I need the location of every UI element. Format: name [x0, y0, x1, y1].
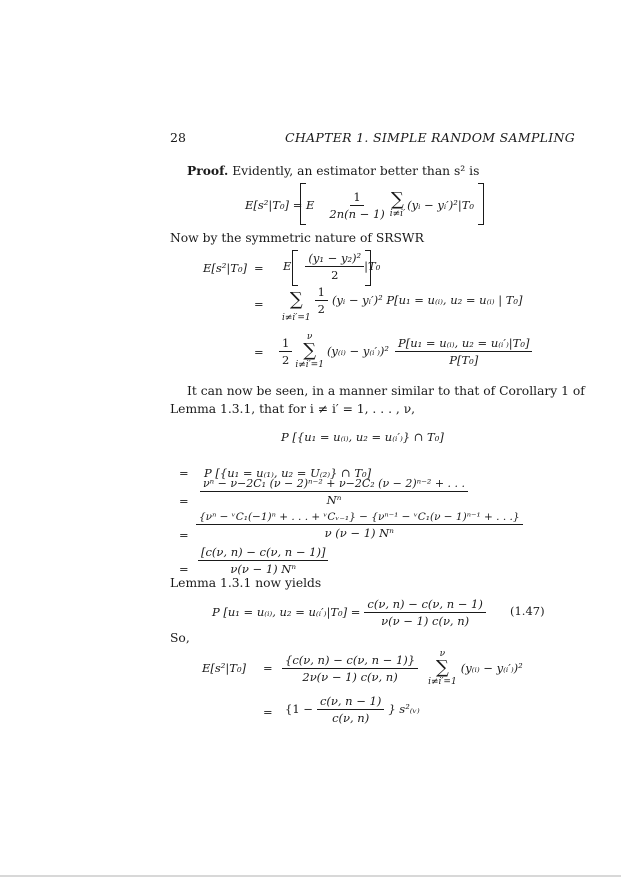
eq2-line1-cond: |T₀: [364, 259, 381, 273]
eq4-equals-3: =: [179, 528, 189, 542]
eq6-line1-sum: [428, 649, 457, 687]
paragraph-corollary-line1: It can now be seen, in a manner similar to that of Corollary 1 of: [187, 384, 585, 398]
eq2-line3-half: [279, 336, 292, 367]
proof-label: Proof.: [187, 163, 229, 178]
eq5-num: c(ν, n) − c(ν, n − 1): [364, 597, 485, 613]
eq2-right-bracket: [365, 250, 371, 286]
eq4-line4-fraction: [198, 545, 328, 576]
eq1-fraction: [326, 190, 387, 221]
eq2-line-3: [279, 327, 532, 375]
eq1-lhs: E[s²|T₀] = E: [245, 198, 315, 212]
eq4-line2-fraction: [200, 477, 468, 507]
eq1-sum: [390, 191, 405, 219]
eq4-line-2: [200, 477, 468, 507]
eq2-line3-den: 2: [282, 352, 290, 367]
eq4-line4-num: [c(ν, n) − c(ν, n − 1)]: [198, 545, 328, 561]
eq6-line2-pre: {1 −: [285, 702, 313, 716]
equation-3: P [{u₁ = u₍ᵢ₎, u₂ = u₍ᵢ′₎} ∩ T₀]: [281, 430, 444, 444]
eq5-fraction: [364, 597, 485, 628]
chapter-title: CHAPTER 1. SIMPLE RANDOM SAMPLING: [285, 130, 576, 145]
proof-text: Evidently, an estimator better than s² is: [232, 164, 480, 178]
eq2-line3-prob-fraction: [395, 336, 532, 367]
eq2-line2-sum: [282, 285, 311, 323]
eq4-line3-den: ν (ν − 1) Nⁿ: [324, 526, 394, 540]
eq4-equals-4: =: [179, 562, 189, 576]
paragraph-lemma: Lemma 1.3.1 now yields: [170, 576, 322, 590]
eq2-left-bracket: [292, 250, 298, 286]
paragraph-srswr: Now by the symmetric nature of SRSWR: [170, 231, 424, 245]
eq6-line1-sum-sup: ν: [439, 649, 446, 659]
eq6-line1-fraction: [282, 653, 418, 684]
eq2-line3-sum-sup: ν: [306, 332, 313, 342]
equation-number: (1.47): [510, 604, 545, 618]
paragraph-corollary-line2: Lemma 1.3.1, that for i ≠ i′ = 1, . . . , ν,: [170, 402, 416, 416]
equation-5: [212, 592, 486, 632]
eq4-line-4: [198, 545, 328, 576]
eq2-line3-sum: [295, 332, 324, 370]
proof-statement: [187, 163, 479, 178]
eq2-line3-fden: P[T₀]: [449, 352, 479, 367]
eq4-equals-1: =: [179, 466, 189, 480]
paragraph-so: So,: [170, 631, 190, 645]
eq6-line1-rest: (y₍ᵢ₎ − y₍ᵢ′₎)²: [460, 661, 523, 675]
eq2-line-2: [282, 285, 523, 329]
eq2-line2-num: 1: [315, 285, 328, 301]
eq6-line2-den: c(ν, n): [332, 710, 370, 725]
eq6-line2-num: c(ν, n − 1): [317, 694, 384, 710]
eq1-right-bracket: [478, 183, 484, 225]
eq2-lhs: E[s²|T₀]: [203, 261, 248, 275]
eq6-equals-1: =: [263, 661, 273, 675]
page-bottom-edge: [0, 875, 621, 877]
eq6-line1-den: 2ν(ν − 1) c(ν, n): [302, 669, 398, 684]
eq2-line2-den: 2: [317, 302, 325, 316]
eq4-line2-den: Nⁿ: [326, 493, 342, 507]
page-number: 28: [170, 130, 186, 145]
eq2-equals-3: =: [254, 345, 264, 359]
eq4-line-3: [196, 511, 523, 540]
eq6-line2-post: } s²₍ᵥ₎: [388, 702, 420, 716]
eq1-sum-subscript: i≠i′: [389, 209, 406, 219]
eq2-line1-num: (y₁ − y₂)²: [305, 251, 364, 267]
eq2-equals-2: =: [254, 297, 264, 311]
eq2-line3-mid: (y₍ᵢ₎ − y₍ᵢ′₎)²: [326, 344, 389, 358]
eq2-line2-sum-sub: i≠i′=1: [282, 313, 311, 323]
eq6-line1-sum-sub: i≠i′=1: [428, 677, 457, 687]
sum-symbol-4: ∑: [435, 657, 449, 678]
eq4-equals-2: =: [179, 494, 189, 508]
eq1-numerator: 1: [350, 190, 363, 206]
eq2-line2-rest: (yᵢ − yᵢ′)² P[u₁ = u₍ᵢ₎, u₂ = u₍ᵢ₎ | T₀]: [331, 293, 523, 307]
eq5-lhs: P [u₁ = u₍ᵢ₎, u₂ = u₍ᵢ′₎|T₀] =: [212, 605, 361, 619]
eq4-line2-num: νⁿ − ν−2C₁ (ν − 2)ⁿ⁻² + ν−2C₂ (ν − 2)ⁿ⁻² + . . .: [200, 477, 468, 492]
eq4-line-1: P [{u₁ = u₍₁₎, u₂ = U₍₂₎} ∩ T₀]: [204, 466, 372, 480]
eq4-line3-fraction: [196, 511, 523, 540]
eq2-line3-sum-sub: i≠i′=1: [295, 360, 324, 370]
equation-1: [245, 185, 474, 225]
eq4-line3-num: {νⁿ − ᵛC₁(−1)ⁿ + . . . + ᵛCᵥ₋₁} − {νⁿ⁻¹ − ᵛC₁(ν − 1)ⁿ⁻¹ + . . .}: [196, 511, 523, 525]
eq2-line3-num: 1: [279, 336, 292, 352]
eq6-lhs: E[s²|T₀]: [202, 661, 247, 675]
eq2-expectation: E: [283, 259, 292, 273]
eq6-line-2: [285, 689, 420, 729]
eq5-den: ν(ν − 1) c(ν, n): [381, 613, 470, 628]
eq1-denominator: 2n(n − 1): [329, 206, 385, 221]
eq6-equals-2: =: [263, 705, 273, 719]
eq2-line3-fnum: P[u₁ = u₍ᵢ₎, u₂ = u₍ᵢ′₎|T₀]: [395, 336, 532, 352]
eq6-line-1: [282, 645, 523, 691]
eq2-equals-1: =: [254, 261, 264, 275]
eq1-left-bracket: [300, 183, 306, 225]
eq1-summand: (yᵢ − yᵢ′)²|T₀: [407, 198, 475, 212]
eq2-line2-half: [315, 285, 328, 316]
eq6-line1-num: {c(ν, n) − c(ν, n − 1)}: [282, 653, 418, 669]
eq4-line4-den: ν(ν − 1) Nⁿ: [230, 562, 297, 576]
sum-symbol: ∑: [391, 189, 404, 210]
sum-symbol-3: ∑: [303, 340, 317, 361]
eq2-line1-fraction: [305, 251, 364, 282]
eq6-line2-fraction: [317, 694, 384, 725]
eq2-line1-den: 2: [331, 267, 339, 282]
sum-symbol-2: ∑: [289, 289, 303, 310]
